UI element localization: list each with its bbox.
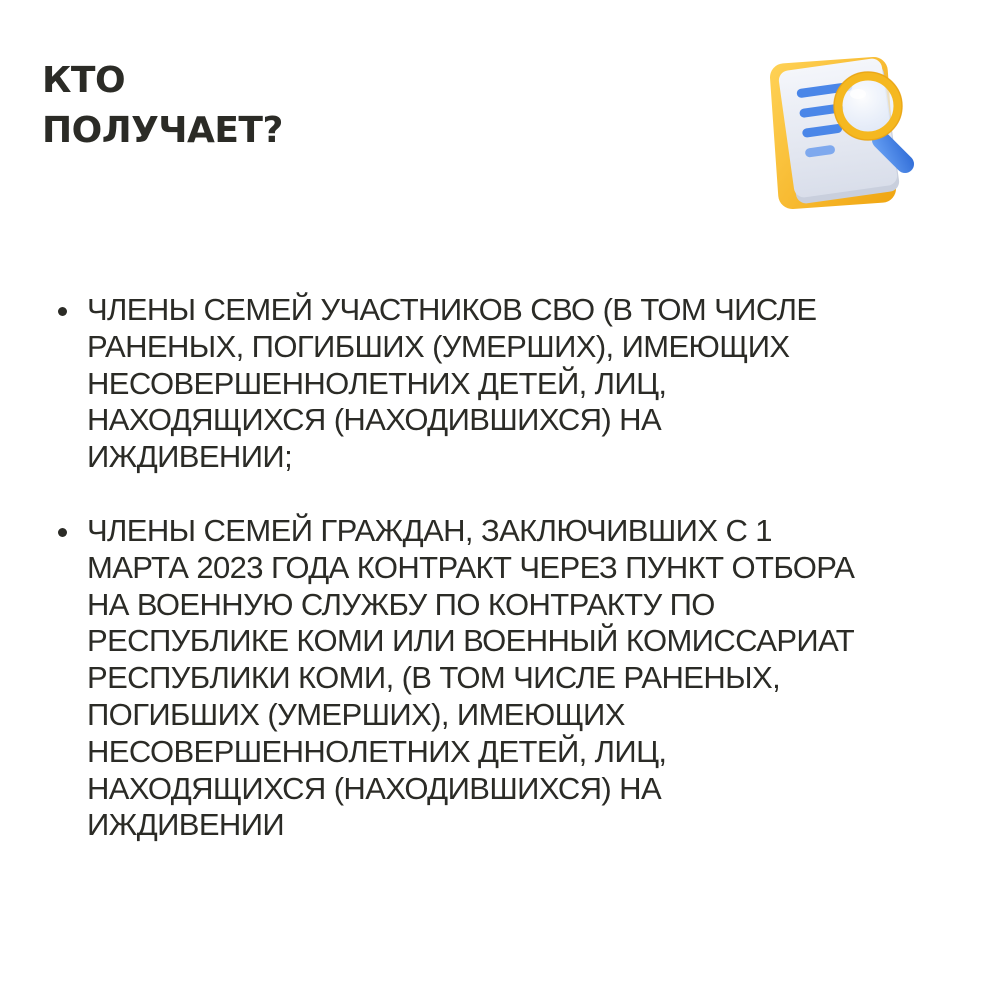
bullet-line: ЧЛЕНЫ СЕМЕЙ УЧАСТНИКОВ СВО (В ТОМ ЧИСЛЕ [87, 292, 817, 327]
bullet-line: ПОГИБШИХ (УМЕРШИХ), ИМЕЮЩИХ [87, 696, 625, 732]
bullet-line: РЕСПУБЛИКЕ КОМИ ИЛИ ВОЕННЫЙ КОМИССАРИАТ [87, 623, 855, 659]
bullet-line: НА ВОЕННУЮ СЛУЖБУ ПО КОНТРАКТУ ПО [87, 586, 715, 622]
list-item [56, 292, 956, 476]
title-line: КТО [42, 60, 126, 101]
bullet-dot [58, 307, 67, 316]
bullet-line: ЧЛЕНЫ СЕМЕЙ ГРАЖДАН, ЗАКЛЮЧИВШИХ С 1 [87, 512, 772, 548]
list-item [56, 513, 956, 844]
bullet-line: ИЖДИВЕНИИ [87, 807, 285, 843]
bullet-line: НАХОДЯЩИХСЯ (НАХОДИВШИХСЯ) НА [87, 770, 662, 806]
bullet-line: МАРТА 2023 ГОДА КОНТРАКТ ЧЕРЕЗ ПУНКТ ОТБОРА [87, 549, 855, 585]
title-line: ПОЛУЧАЕТ? [42, 110, 283, 151]
bullet-line: РЕСПУБЛИКИ КОМИ, (В ТОМ ЧИСЛЕ РАНЕНЫХ, [87, 660, 781, 696]
bullet-line: НЕСОВЕРШЕННОЛЕТНИХ ДЕТЕЙ, ЛИЦ, [87, 365, 667, 401]
page-title [42, 56, 462, 156]
bullet-list [56, 292, 956, 844]
bullet-line: НЕСОВЕРШЕННОЛЕТНИХ ДЕТЕЙ, ЛИЦ, [87, 733, 667, 769]
bullet-dot [58, 528, 67, 537]
bullet-line: РАНЕНЫХ, ПОГИБШИХ (УМЕРШИХ), ИМЕЮЩИХ [87, 328, 790, 364]
bullet-line: ИЖДИВЕНИИ; [87, 439, 293, 475]
bullet-line: НАХОДЯЩИХСЯ (НАХОДИВШИХСЯ) НА [87, 402, 662, 438]
document-magnifier-icon [768, 48, 938, 213]
